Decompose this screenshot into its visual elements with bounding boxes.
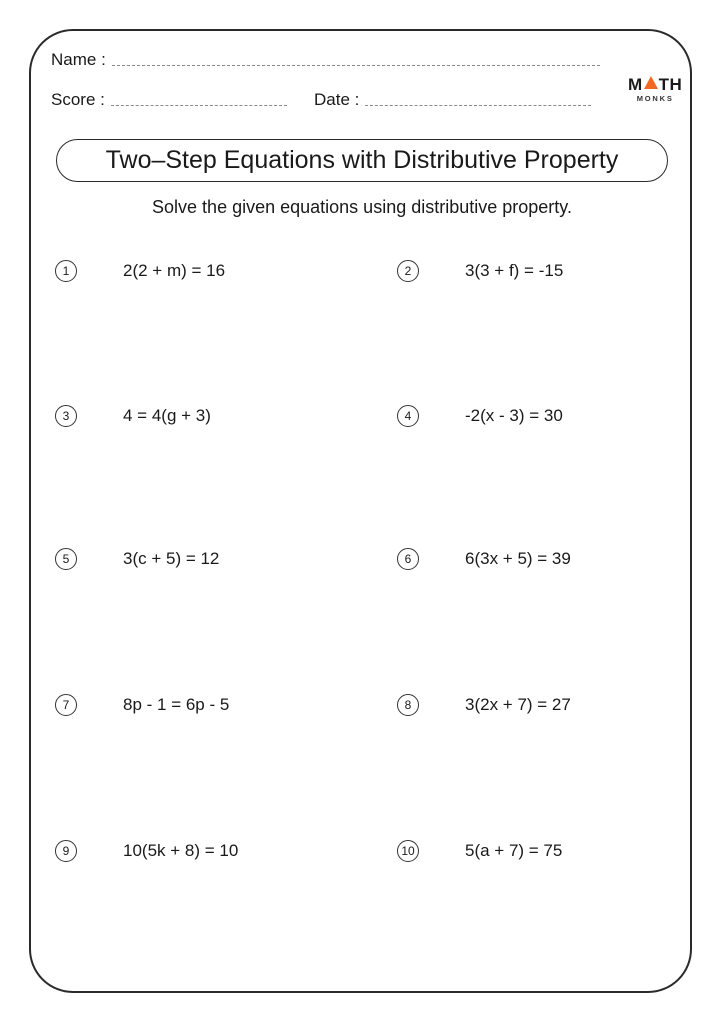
problem-number-badge: 8 — [397, 694, 419, 716]
worksheet-title — [56, 139, 668, 182]
problem-9 — [55, 840, 239, 862]
problem-equation: 6(3x + 5) = 39 — [465, 549, 571, 568]
problem-number-badge: 9 — [55, 840, 77, 862]
problem-number-badge: 1 — [55, 260, 77, 282]
problem-number-badge: 2 — [397, 260, 419, 282]
problem-equation: 3(c + 5) = 12 — [123, 549, 220, 568]
worksheet-title-text: Two–Step Equations with Distributive Property — [105, 146, 619, 174]
name-line[interactable] — [112, 64, 600, 66]
problem-number-badge: 3 — [55, 405, 77, 427]
problem-equation: 3(2x + 7) = 27 — [465, 695, 571, 714]
problem-6 — [397, 548, 571, 570]
instructions: Solve the given equations using distributive property. — [152, 197, 572, 217]
problem-number-badge: 6 — [397, 548, 419, 570]
date-line[interactable] — [365, 104, 591, 106]
problem-number-badge: 10 — [397, 840, 419, 862]
logo-letters-left: M — [628, 75, 643, 94]
score-label: Score : — [51, 90, 105, 109]
logo-letters-right: TH — [658, 75, 683, 94]
problem-10 — [397, 840, 563, 862]
problem-equation: 4 = 4(g + 3) — [123, 406, 211, 425]
problem-equation: 2(2 + m) = 16 — [123, 261, 226, 280]
problem-equation: 5(a + 7) = 75 — [465, 841, 563, 860]
problem-7 — [55, 694, 230, 716]
problem-8 — [397, 694, 571, 716]
name-label: Name : — [51, 50, 106, 69]
date-field[interactable] — [314, 90, 591, 110]
score-line[interactable] — [111, 104, 287, 106]
logo-subtext: MONKS — [636, 94, 674, 103]
problem-equation: -2(x - 3) = 30 — [465, 406, 563, 425]
problem-2 — [397, 260, 564, 282]
math-monks-logo — [628, 76, 682, 103]
problem-3 — [55, 405, 211, 427]
problem-number-badge: 4 — [397, 405, 419, 427]
problem-4 — [397, 405, 563, 427]
problem-number-badge: 7 — [55, 694, 77, 716]
name-field[interactable] — [51, 50, 600, 70]
problem-equation: 3(3 + f) = -15 — [465, 261, 564, 280]
problem-equation: 10(5k + 8) = 10 — [123, 841, 239, 860]
problem-equation: 8p - 1 = 6p - 5 — [123, 695, 230, 714]
score-field[interactable] — [51, 90, 287, 110]
problem-5 — [55, 548, 220, 570]
date-label: Date : — [314, 90, 360, 109]
logo-triangle-icon — [644, 76, 658, 89]
problem-number-badge: 5 — [55, 548, 77, 570]
problem-1 — [55, 260, 226, 282]
